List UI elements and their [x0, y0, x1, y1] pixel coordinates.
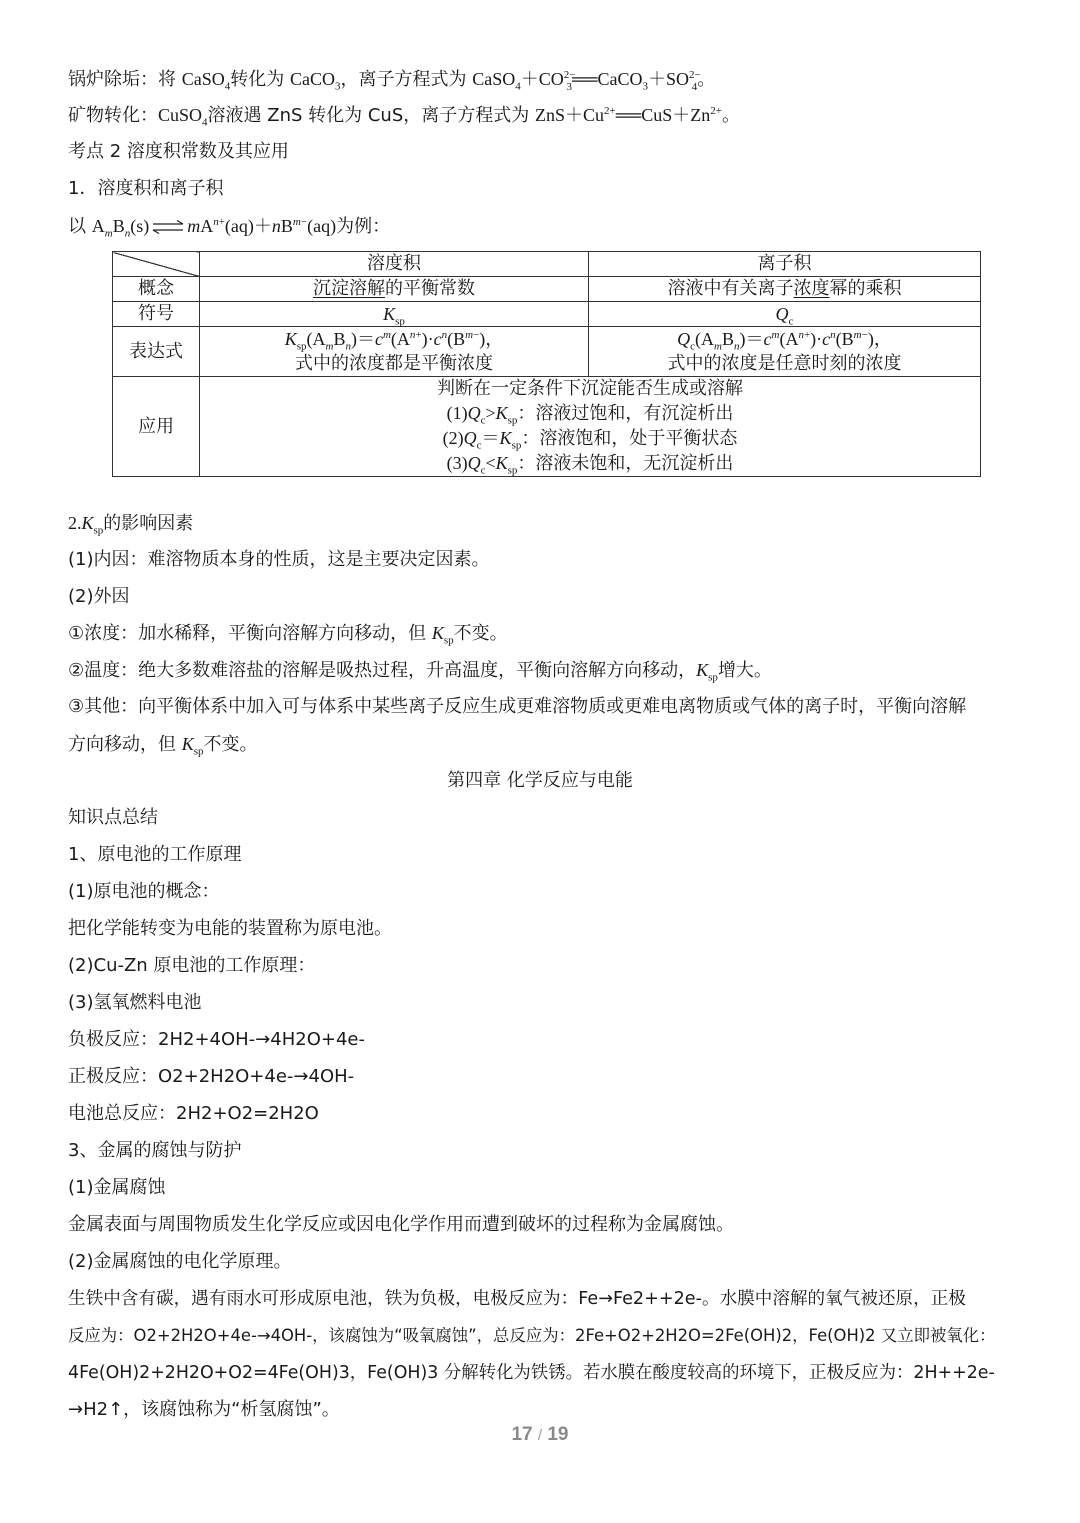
ksp-concept: 沉淀溶解的平衡常数 [200, 277, 589, 302]
k-line-13: 生铁中含有碳，遇有雨水可形成原电池，铁为负极，电极反应为：Fe→Fe2++2e-。水膜中溶解的氧气被还原，正极 [68, 1289, 966, 1309]
k-line-8: 电池总反应：2H2+O2=2H2O [68, 1103, 319, 1124]
chapter-title: 第四章 化学反应与电能 [447, 770, 633, 791]
ksp-symbol: $K_{sp}$ [200, 302, 589, 327]
ksp-factors-title: $2.K_{sp}$的影响因素 [68, 513, 194, 537]
header-qc: 离子积 [589, 252, 981, 277]
k-line-1: 1、原电池的工作原理 [68, 844, 242, 865]
equilibrium-example: 以 $A_mB_n(s)$ $mA^{n+}(aq)+nB^{m-}(aq)$为例： [68, 216, 391, 240]
header-ksp: 溶度积 [200, 252, 589, 277]
equilibrium-arrow-icon [151, 220, 185, 234]
row-label-concept: 概念 [113, 277, 200, 302]
k-line-11: 金属表面与周围物质发生化学反应或因电化学作用而遭到破坏的过程称为金属腐蚀。 [68, 1214, 734, 1235]
page-current: 17 [511, 1424, 533, 1445]
row-label-symbol: 符号 [113, 302, 200, 327]
factor-other-cont: 方向移动，但 $K_{sp}$不变。 [68, 734, 258, 758]
qc-expression: $Q_c(A_mB_n)=c^m(A^{n+})\cdot c^n(B^{m-})$， 式中的浓度是任意时刻的浓度 [589, 327, 981, 377]
k-line-12: (2)金属腐蚀的电化学原理。 [68, 1251, 292, 1272]
table-diagonal-header [113, 252, 200, 277]
line-boiler-scale: 锅炉除垢：将 CaSO$_4$转化为 CaCO$_3$，离子方程式为 $CaSO_4+CO^{2-}_3══CaCO_3+SO^{2-}_4$。 [68, 69, 716, 93]
page-separator: / [537, 1427, 543, 1444]
row-label-expression: 表达式 [113, 327, 200, 377]
factor-other: ③其他：向平衡体系中加入可与体系中某些离子反应生成更难溶物质或更难电离物质或气体的离子时，平衡向溶解 [68, 696, 967, 717]
k-line-9: 3、金属的腐蚀与防护 [68, 1140, 242, 1161]
k-line-4: (2)Cu-Zn 原电池的工作原理： [68, 955, 316, 976]
subsection-title: 1．溶度积和离子积 [68, 178, 224, 199]
k-line-3: 把化学能转变为电能的装置称为原电池。 [68, 918, 392, 939]
factor-temperature: ②温度：绝大多数难溶盐的溶解是吸热过程，升高温度，平衡向溶解方向移动，$K_{sp}$增大。 [68, 660, 772, 684]
knowledge-summary: 知识点总结 [68, 807, 158, 828]
k-line-14: 反应为：O2+2H2O+4e-→4OH-，该腐蚀为“吸氧腐蚀”，总反应为：2Fe+O2+2H2O=2Fe(OH)2，Fe(OH)2 又立即被氧化： [68, 1326, 996, 1345]
solubility-product-table [112, 251, 981, 477]
k-line-2: (1)原电池的概念： [68, 881, 220, 902]
page-total: 19 [547, 1424, 569, 1445]
k-line-5: (3)氢氧燃料电池 [68, 992, 202, 1013]
k-line-10: (1)金属腐蚀 [68, 1177, 166, 1198]
row-label-application: 应用 [113, 377, 200, 477]
k-line-7: 正极反应：O2+2H2O+4e-→4OH- [68, 1066, 355, 1087]
section-title-ksp: 考点 2 溶度积常数及其应用 [68, 141, 289, 162]
qc-symbol: $Q_c$ [589, 302, 981, 327]
qc-concept: 溶液中有关离子浓度幂的乘积 [589, 277, 981, 302]
factor-external: (2)外因 [68, 586, 130, 607]
factor-internal: (1)内因：难溶物质本身的性质，这是主要决定因素。 [68, 549, 490, 570]
line-mineral-conversion: 矿物转化：CuSO$_4$溶液遇 ZnS 转化为 CuS，离子方程式为 $ZnS+Cu^{2+}══CuS+Zn^{2+}$。 [68, 105, 740, 129]
factor-concentration: ①浓度：加水稀释，平衡向溶解方向移动，但 $K_{sp}$不变。 [68, 623, 508, 647]
application-cell: 判断在一定条件下沉淀能否生成或溶解 $(1)Q_c>K_{sp}$：溶液过饱和，有沉淀析出 $(2)Q_c=K_{sp}$：溶液饱和，处于平衡状态 $(3)Q_c<K_{sp}$：溶液未饱和，无沉淀析出 [200, 377, 981, 477]
k-line-6: 负极反应：2H2+4OH-→4H2O+4e- [68, 1029, 365, 1050]
page-number [0, 1424, 1080, 1446]
ksp-expression: $K_{sp}(A_mB_n)=c^m(A^{n+})\cdot c^n(B^{m-})$， 式中的浓度都是平衡浓度 [200, 327, 589, 377]
k-line-15: 4Fe(OH)2+2H2O+O2=4Fe(OH)3，Fe(OH)3 分解转化为铁锈。若水膜在酸度较高的环境下，正极反应为：2H++2e- [68, 1363, 995, 1383]
k-line-16: →H2↑，该腐蚀称为“析氢腐蚀”。 [68, 1399, 340, 1420]
